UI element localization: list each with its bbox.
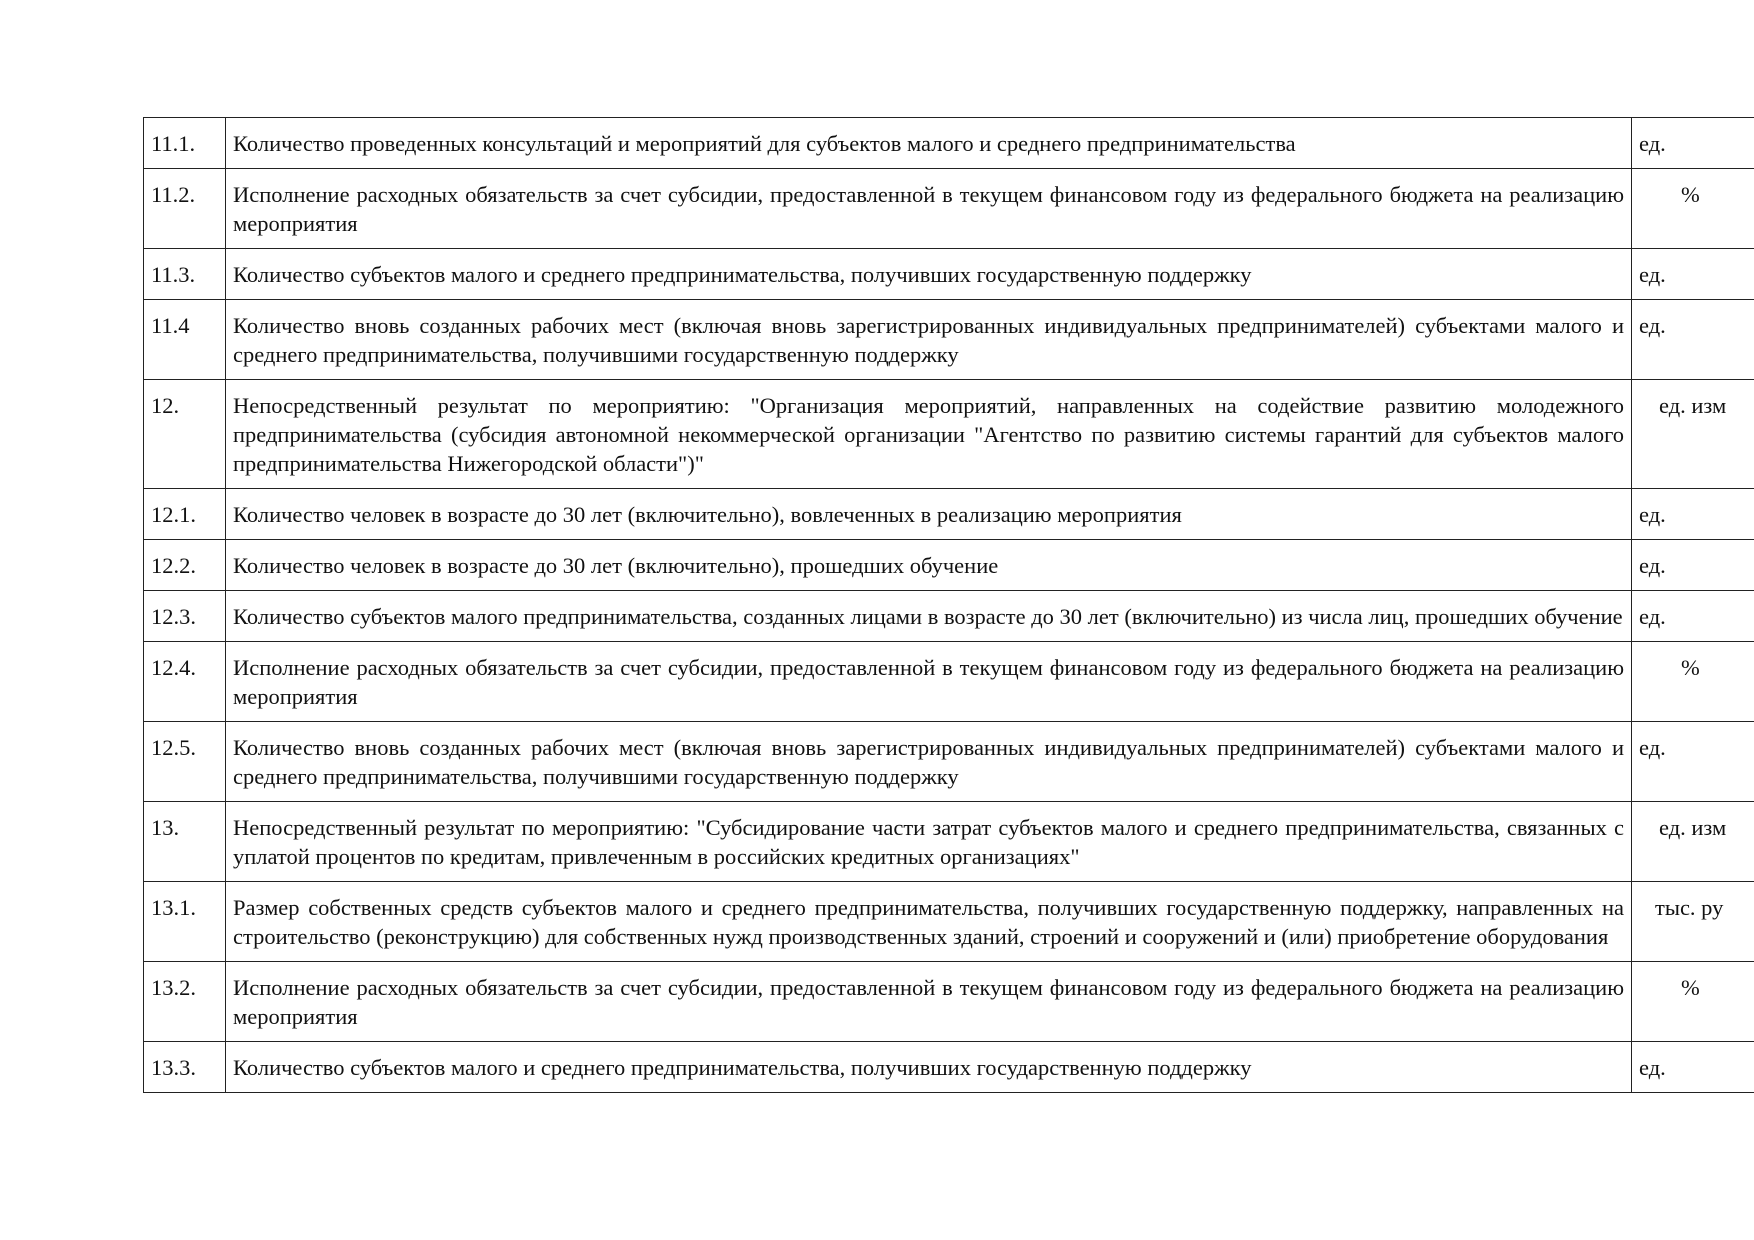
row-number: 12.4. (144, 642, 226, 722)
indicator-description: Исполнение расходных обязательств за счет субсидии, предоставленной в текущем финансовом году из федерального бюджета на реализацию мероприятия (226, 642, 1632, 722)
row-number: 11.3. (144, 249, 226, 300)
row-number: 13. (144, 802, 226, 882)
indicator-description: Размер собственных средств субъектов малого и среднего предпринимательства, получивших государственную поддержку, направленных на строительство (реконструкцию) для собственных нужд производственных зданий, строений и сооружений и (или) приобретение оборудования (226, 882, 1632, 962)
indicator-description: Количество субъектов малого и среднего предпринимательства, получивших государственную поддержку (226, 1042, 1632, 1093)
table-row (144, 249, 1754, 300)
unit-of-measure: ед. (1632, 1042, 1754, 1093)
row-number: 11.2. (144, 169, 226, 249)
table-row (144, 642, 1754, 722)
table-row (144, 722, 1754, 802)
indicator-description: Количество проведенных консультаций и мероприятий для субъектов малого и среднего предпринимательства (226, 118, 1632, 169)
unit-of-measure: ед. (1632, 591, 1754, 642)
unit-of-measure: % (1632, 962, 1754, 1042)
table-row (144, 380, 1754, 489)
unit-of-measure: ед. (1632, 118, 1754, 169)
unit-of-measure: ед. (1632, 722, 1754, 802)
indicator-description: Количество человек в возрасте до 30 лет (включительно), вовлеченных в реализацию мероприятия (226, 489, 1632, 540)
table-row (144, 962, 1754, 1042)
table-row (144, 489, 1754, 540)
row-number: 11.1. (144, 118, 226, 169)
unit-of-measure: тыс. ру (1632, 882, 1754, 962)
row-number: 11.4 (144, 300, 226, 380)
row-number: 13.3. (144, 1042, 226, 1093)
row-number: 13.2. (144, 962, 226, 1042)
indicator-description: Количество субъектов малого предпринимательства, созданных лицами в возрасте до 30 лет (включительно) из числа лиц, прошедших обучение (226, 591, 1632, 642)
row-number: 12.2. (144, 540, 226, 591)
row-number: 12.3. (144, 591, 226, 642)
table-row (144, 802, 1754, 882)
indicator-description: Непосредственный результат по мероприятию: "Субсидирование части затрат субъектов малого и среднего предпринимательства, связанных с уплатой процентов по кредитам, привлеченным в российских кредитных организациях" (226, 802, 1632, 882)
table-row (144, 591, 1754, 642)
indicator-description: Количество вновь созданных рабочих мест (включая вновь зарегистрированных индивидуальных предпринимателей) субъектами малого и среднего предпринимательства, получившими государственную поддержку (226, 300, 1632, 380)
unit-of-measure: ед. (1632, 249, 1754, 300)
row-number: 12. (144, 380, 226, 489)
indicator-description: Непосредственный результат по мероприятию: "Организация мероприятий, направленных на содействие развитию молодежного предпринимательства (субсидия автономной некоммерческой организации "Агентство по развитию системы гарантий для субъектов малого предпринимательства Нижегородской области")" (226, 380, 1632, 489)
table-row (144, 540, 1754, 591)
unit-of-measure: % (1632, 642, 1754, 722)
unit-of-measure: ед. (1632, 300, 1754, 380)
unit-of-measure: ед. изм (1632, 380, 1754, 489)
unit-of-measure: ед. (1632, 489, 1754, 540)
table-row (144, 118, 1754, 169)
row-number: 13.1. (144, 882, 226, 962)
unit-of-measure: ед. (1632, 540, 1754, 591)
indicators-table (143, 117, 1754, 1093)
unit-of-measure: % (1632, 169, 1754, 249)
table-row (144, 300, 1754, 380)
indicator-description: Исполнение расходных обязательств за счет субсидии, предоставленной в текущем финансовом году из федерального бюджета на реализацию мероприятия (226, 962, 1632, 1042)
table-row (144, 882, 1754, 962)
indicator-description: Количество субъектов малого и среднего предпринимательства, получивших государственную поддержку (226, 249, 1632, 300)
indicator-description: Количество вновь созданных рабочих мест (включая вновь зарегистрированных индивидуальных предпринимателей) субъектами малого и среднего предпринимательства, получившими государственную поддержку (226, 722, 1632, 802)
indicator-description: Исполнение расходных обязательств за счет субсидии, предоставленной в текущем финансовом году из федерального бюджета на реализацию мероприятия (226, 169, 1632, 249)
table-row (144, 1042, 1754, 1093)
row-number: 12.5. (144, 722, 226, 802)
row-number: 12.1. (144, 489, 226, 540)
unit-of-measure: ед. изм (1632, 802, 1754, 882)
table-row (144, 169, 1754, 249)
indicator-description: Количество человек в возрасте до 30 лет (включительно), прошедших обучение (226, 540, 1632, 591)
